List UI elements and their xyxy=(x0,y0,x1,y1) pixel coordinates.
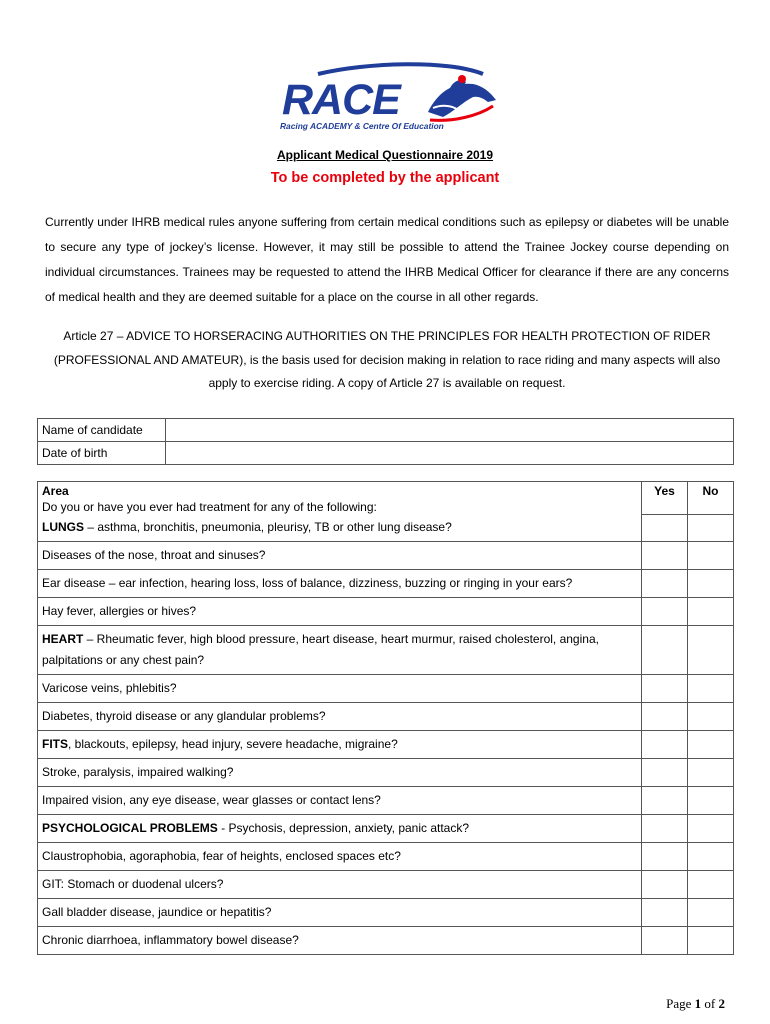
no-answer-cell[interactable] xyxy=(688,514,734,542)
table-header-row xyxy=(38,482,734,515)
condition-text: Ear disease – ear infection, hearing loss, loss of balance, dizziness, buzzing or ringing in your ears? xyxy=(42,576,573,590)
no-answer-cell[interactable] xyxy=(688,899,734,927)
table-row xyxy=(38,542,734,570)
table-row xyxy=(38,570,734,598)
table-row xyxy=(38,927,734,955)
condition-text: Hay fever, allergies or hives? xyxy=(42,604,197,618)
yes-answer-cell[interactable] xyxy=(642,759,688,787)
no-answer-cell[interactable] xyxy=(688,927,734,955)
condition-text: - Psychosis, depression, anxiety, panic attack? xyxy=(217,821,470,835)
yes-answer-cell[interactable] xyxy=(642,815,688,843)
condition-question xyxy=(38,731,642,759)
no-answer-cell[interactable] xyxy=(688,815,734,843)
condition-question xyxy=(38,598,642,626)
condition-question xyxy=(38,815,642,843)
area-header xyxy=(38,482,642,515)
condition-category: HEART xyxy=(42,632,84,646)
yes-answer-cell[interactable] xyxy=(642,514,688,542)
condition-question xyxy=(38,899,642,927)
no-answer-cell[interactable] xyxy=(688,570,734,598)
yes-answer-cell[interactable] xyxy=(642,570,688,598)
condition-question xyxy=(38,570,642,598)
condition-text: Diseases of the nose, throat and sinuses? xyxy=(42,548,266,562)
condition-question xyxy=(38,542,642,570)
yes-answer-cell[interactable] xyxy=(642,675,688,703)
intro-paragraph: Currently under IHRB medical rules anyone suffering from certain medical conditions such as epilepsy or diabetes will be unable to secure any type of jockey’s license. However, it may still be possible to attend the Trainee Jockey course depending on individual circumstances. Trainees may be requested to attend the IHRB Medical Officer for clearance if there are any concerns of medical health and they are deemed suitable for a place on the course in all other regards. xyxy=(45,215,729,304)
condition-question xyxy=(38,927,642,955)
page-number xyxy=(666,996,725,1012)
table-row xyxy=(38,514,734,542)
candidate-table xyxy=(37,418,734,465)
no-header: No xyxy=(688,482,734,515)
table-row xyxy=(38,899,734,927)
condition-question xyxy=(38,514,642,542)
no-answer-cell[interactable] xyxy=(688,703,734,731)
name-field[interactable] xyxy=(166,419,734,442)
condition-category: LUNGS xyxy=(42,520,84,534)
dob-field[interactable] xyxy=(166,442,734,465)
table-row xyxy=(38,419,734,442)
condition-category: FITS xyxy=(42,737,68,751)
intro-question: Do you or have you ever had treatment for any of the following: xyxy=(42,500,377,514)
area-header-label: Area xyxy=(42,484,69,498)
yes-answer-cell[interactable] xyxy=(642,626,688,675)
medical-table xyxy=(37,481,734,955)
yes-answer-cell[interactable] xyxy=(642,542,688,570)
no-answer-cell[interactable] xyxy=(688,626,734,675)
page-total: 2 xyxy=(718,996,725,1011)
table-row xyxy=(38,759,734,787)
table-row xyxy=(38,815,734,843)
condition-question xyxy=(38,626,642,675)
table-row xyxy=(38,675,734,703)
page-subtitle: To be completed by the applicant xyxy=(270,170,500,186)
condition-text: Stroke, paralysis, impaired walking? xyxy=(42,765,234,779)
of-word: of xyxy=(704,996,716,1011)
yes-answer-cell[interactable] xyxy=(642,843,688,871)
condition-text: , blackouts, epilepsy, head injury, severe headache, migraine? xyxy=(68,737,398,751)
no-answer-cell[interactable] xyxy=(688,787,734,815)
no-answer-cell[interactable] xyxy=(688,731,734,759)
condition-text: – Rheumatic fever, high blood pressure, heart disease, heart murmur, raised cholesterol, angina, palpitations or any chest pain? xyxy=(42,632,599,667)
no-answer-cell[interactable] xyxy=(688,675,734,703)
name-label: Name of candidate xyxy=(38,419,166,442)
condition-question xyxy=(38,871,642,899)
yes-header: Yes xyxy=(642,482,688,515)
condition-question xyxy=(38,787,642,815)
no-answer-cell[interactable] xyxy=(688,843,734,871)
table-row xyxy=(38,787,734,815)
condition-text: GIT: Stomach or duodenal ulcers? xyxy=(42,877,224,891)
dob-label: Date of birth xyxy=(38,442,166,465)
table-row xyxy=(38,871,734,899)
yes-answer-cell[interactable] xyxy=(642,731,688,759)
yes-answer-cell[interactable] xyxy=(642,899,688,927)
yes-answer-cell[interactable] xyxy=(642,703,688,731)
no-answer-cell[interactable] xyxy=(688,759,734,787)
table-row xyxy=(38,843,734,871)
condition-text: Impaired vision, any eye disease, wear glasses or contact lens? xyxy=(42,793,381,807)
condition-question xyxy=(38,675,642,703)
table-row xyxy=(38,442,734,465)
condition-text: – asthma, bronchitis, pneumonia, pleurisy, TB or other lung disease? xyxy=(84,520,452,534)
yes-answer-cell[interactable] xyxy=(642,871,688,899)
condition-text: Diabetes, thyroid disease or any glandular problems? xyxy=(42,709,326,723)
page-title: Applicant Medical Questionnaire 2019 xyxy=(276,148,494,162)
condition-text: Gall bladder disease, jaundice or hepatitis? xyxy=(42,905,272,919)
table-row xyxy=(38,598,734,626)
condition-text: Varicose veins, phlebitis? xyxy=(42,681,177,695)
logo-tagline: Racing ACADEMY & Centre Of Education xyxy=(280,121,444,131)
condition-text: Claustrophobia, agoraphobia, fear of heights, enclosed spaces etc? xyxy=(42,849,401,863)
article-paragraph: Article 27 – ADVICE TO HORSERACING AUTHORITIES ON THE PRINCIPLES FOR HEALTH PROTECTION OF RIDER (PROFESSIONAL AND AMATEUR), is the basis used for decision making in relation to race riding and many aspects will also apply to exercise riding. A copy of Article 27 is available on request. xyxy=(53,329,721,390)
condition-question xyxy=(38,843,642,871)
yes-answer-cell[interactable] xyxy=(642,598,688,626)
condition-question xyxy=(38,759,642,787)
condition-question xyxy=(38,703,642,731)
page-word: Page xyxy=(666,996,692,1011)
no-answer-cell[interactable] xyxy=(688,542,734,570)
no-answer-cell[interactable] xyxy=(688,871,734,899)
race-logo xyxy=(278,62,500,134)
page-current: 1 xyxy=(694,996,702,1011)
table-row xyxy=(38,703,734,731)
table-row xyxy=(38,626,734,675)
condition-text: Chronic diarrhoea, inflammatory bowel disease? xyxy=(42,933,299,947)
table-row xyxy=(38,731,734,759)
condition-category: PSYCHOLOGICAL PROBLEMS xyxy=(42,821,218,835)
medical-rows xyxy=(38,514,734,955)
yes-answer-cell[interactable] xyxy=(642,787,688,815)
logo-wordmark: RACE xyxy=(282,76,400,124)
no-answer-cell[interactable] xyxy=(688,598,734,626)
yes-answer-cell[interactable] xyxy=(642,927,688,955)
